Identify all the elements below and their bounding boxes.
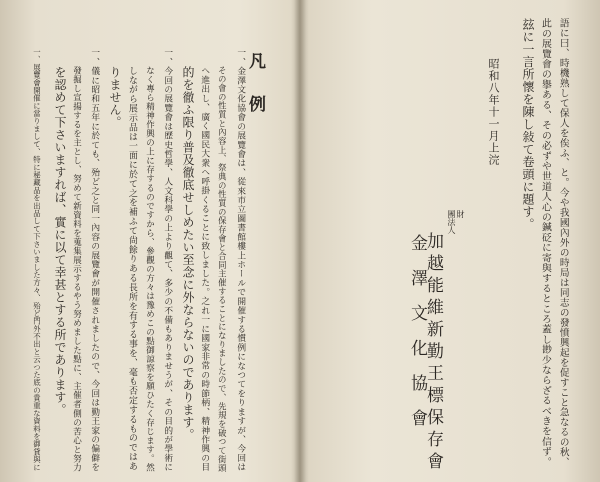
paragraph-2-line-2: なく專ら精神作興の上に存するのですから、參觀の方々は豫めこの點御諒察を願ひたく存じます。然 (144, 66, 155, 472)
organization-name-2: 金澤文化協會 (407, 234, 427, 444)
intro-line-2: 此の展覽會の擧ある、その必ずや世道人心の鍼砭に寄與するところ蓋し尠少ならざるべきを信ず。 (539, 18, 551, 467)
paragraph-4-line-1: 一、展覽會開催に當りまして、特に秘藏品を出品して下さいました方々、殆ど門外不出と云つた底の貴重な資料を御貸與に (32, 48, 42, 471)
date-line: 昭和八年十一月上浣 (487, 58, 500, 166)
paragraph-3-line-2: 發掘し宣揚するを主とし、努めて新資料を蒐集展示するやう努めました點に、主催者側の苦心と努力 (71, 66, 82, 472)
paragraph-1-line-2: その會の性質と內容上、祭典の性質の保存會と合同主催することになりましたので、先規を破つて街頭 (217, 66, 228, 473)
intro-line-1: 語に曰、時機熟して保人を俟ふ、と。今や我國內外の時局は同志の發憤興起を促すこと急なるの秋、 (557, 18, 569, 468)
page-heading: 凡例 (245, 52, 265, 138)
paragraph-2-line-1: 一、今回の展覽會は歷史哲學、人文科學の上より觀て、多少の不備もありませうが、その目的が學術に (162, 48, 173, 472)
organization-name-1: 加越能維新勤王標保存會 (423, 232, 443, 474)
paragraph-2-line-4: りません。 (108, 66, 122, 129)
paragraph-1-line-4: 的を徹ふ限り普及徹底せしめたい至念に外ならないのであります。 (181, 66, 195, 441)
signature-note-2: 團法人 (447, 210, 456, 234)
paragraph-1-line-3: へ進出し、廣く國民大衆へ呼掛くることに致しました。之れ一に國家非常の時節柄、精神作興の目 (199, 66, 210, 472)
gutter-shadow (291, 0, 309, 482)
right-page (300, 0, 600, 482)
paragraph-1-line-1: 一、金澤文化協會の展覽會は、從來市立圖書館樓上ホールで開催する慣例になつてをりますが、今回は (235, 48, 246, 472)
intro-line-3: 玆に一言所懷を陳し敍て卷頭に題す。 (521, 18, 535, 231)
signature-note-1: 財 (456, 210, 465, 218)
paragraph-3-line-3: を認めて下さいますれば、實に以て幸甚とする所であります。 (53, 66, 67, 416)
paragraph-3-line-1: 一、儀に昭和五年に於ても、殆ど之と同一內容の展覽會が開催されましたので、今回は勤王家の偏僻を (89, 48, 100, 472)
paragraph-2-line-3: しながら展示品は一面に於て之を補ふて尙餘りある長所を有する事を、毫も否定するものではあ (126, 66, 137, 472)
